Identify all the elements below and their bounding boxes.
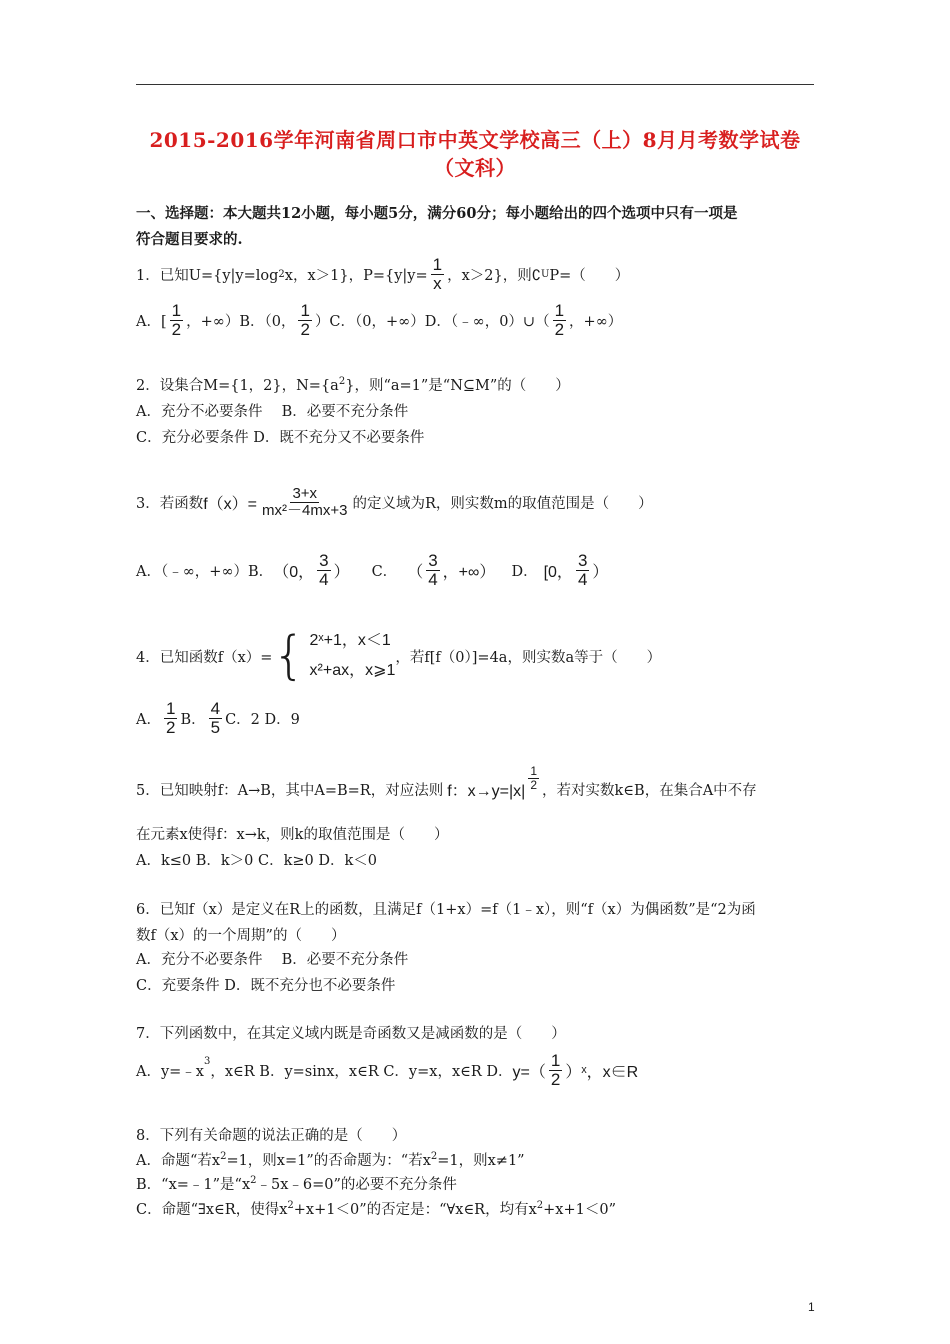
q3-opt-c-post: ，+∞） xyxy=(442,563,496,581)
q8-a-1: A．命题“若x xyxy=(136,1153,221,1169)
question-2-stem xyxy=(136,374,826,395)
q3-opt-c-frac xyxy=(426,552,439,589)
q4-text-a: 4．已知函数f（x）= xyxy=(136,649,273,666)
q3-func-name: f（x）= xyxy=(203,495,258,513)
q7-opt-rest: ，x∈R B．y=sinx，x∈R C．y=x，x∈R D． xyxy=(210,1063,513,1080)
q7-opt-d-den: 2 xyxy=(550,1069,561,1089)
q1-opt-d-frac xyxy=(553,302,566,339)
q7-opt-d-post: ）ˣ，x∈R xyxy=(565,1063,639,1081)
q3-opt-b-post: ） xyxy=(333,563,350,581)
q1-fraction xyxy=(431,256,444,293)
q4-cases xyxy=(310,626,396,687)
q3-text-a: 3．若函数 xyxy=(136,495,204,512)
q3-opt-a: A．（﹣∞，+∞）B． xyxy=(136,563,274,580)
q8-c-sup1: 2 xyxy=(287,1200,294,1212)
q3-opt-d-pre: [0， xyxy=(543,563,573,581)
paper-title: 2015-2016学年河南省周口市中英文学校高三（上）8月月考数学试卷 xyxy=(149,128,801,152)
page-number: 1 xyxy=(808,1300,815,1314)
q2-text-b: }，则“a=1”是“N⊆M”的（ ） xyxy=(345,378,570,394)
q7-opt-d-frac xyxy=(549,1052,562,1089)
q8-a-sup1: 2 xyxy=(220,1151,227,1163)
q7-opt-a: A．y=﹣x xyxy=(136,1063,204,1080)
question-7-options xyxy=(136,1052,826,1089)
q1-opt-d-num: 1 xyxy=(554,301,565,320)
q1-opt-a-num: 1 xyxy=(171,301,182,320)
q3-opt-c-den: 4 xyxy=(428,569,438,589)
question-2-options-1: A．充分不必要条件 B．必要不充分条件 xyxy=(136,404,409,420)
q8-b-1: B．“x=﹣1”是“x xyxy=(136,1177,251,1193)
q2-text-a: 2．设集合M={1，2}，N={a xyxy=(136,378,339,394)
q4-opt-b-num: 4 xyxy=(210,699,221,718)
question-6-stem-cont: 数f（x）的一个周期”的（ ） xyxy=(136,928,346,944)
q8-a-sup2: 2 xyxy=(430,1151,438,1163)
q7-opt-d-num: 1 xyxy=(550,1051,561,1070)
section-heading: 一、选择题：本大题共12小题，每小题5分，满分60分；每小题给出的四个选项中只有一项是 xyxy=(136,205,738,222)
q1-text-c: ，x＞2}，则∁ xyxy=(447,267,541,284)
q1-opt-d-den: 2 xyxy=(554,319,565,339)
q4-opt-rest: C．2 D．9 xyxy=(225,711,300,728)
q5-text-a: 5．已知映射f：A→B，其中A=B=R，对应法则 xyxy=(136,783,444,799)
q1-opt-a-den: 2 xyxy=(171,319,182,339)
q3-text-b: 的定义域为R，则实数m的取值范围是（ ） xyxy=(352,495,653,512)
q3-frac-num: 3+x xyxy=(292,485,318,502)
q3-frac-den: mx²－4mx+3 xyxy=(262,501,348,519)
q4-opt-a-den: 2 xyxy=(165,717,176,737)
q3-opt-d-post: ） xyxy=(592,563,609,581)
q8-a-3: =1，则x≠1” xyxy=(437,1153,525,1169)
q1-frac-den: x xyxy=(433,273,442,293)
q4-opt-a-label: A． xyxy=(136,711,161,728)
q3-opt-b-den: 4 xyxy=(319,569,329,589)
q1-text-d: P=（ ） xyxy=(549,267,630,284)
question-5-stem xyxy=(136,764,826,801)
q3-opt-d-label: D． xyxy=(511,563,538,580)
q5-text-b: ，若对实数k∈B，在集合A中不存 xyxy=(542,783,757,799)
q3-opt-d-num: 3 xyxy=(577,551,588,570)
q4-opt-b-label: B． xyxy=(180,711,206,728)
q5-exp-den: 2 xyxy=(530,778,538,792)
q1-opt-b-frac xyxy=(298,302,311,339)
q3-opt-d-den: 4 xyxy=(577,569,588,589)
q1-opt-b-num: 1 xyxy=(300,301,310,320)
q8-c-3: +x+1＜0” xyxy=(543,1202,616,1218)
question-8-option-c xyxy=(136,1198,826,1219)
question-4-stem xyxy=(136,626,826,687)
q1-opt-a-pre: A．[ xyxy=(136,313,167,330)
q3-opt-d-frac xyxy=(576,552,589,589)
question-6-options-1: A．充分不必要条件 B．必要不充分条件 xyxy=(136,952,409,968)
q5-exp-frac xyxy=(528,765,539,791)
q1-opt-b-post: ）C．（0，+∞）D．（﹣∞，0）∪（ xyxy=(314,313,550,330)
question-6-stem: 6．已知f（x）是定义在R上的函数，且满足f（1+x）=f（1﹣x），则“f（x）为偶函数”是“2为函 xyxy=(136,902,756,918)
question-7-stem: 7．下列函数中，在其定义域内既是奇函数又是减函数的是（ ） xyxy=(136,1026,566,1042)
paper-subtitle: （文科） xyxy=(434,156,516,180)
q3-opt-b-num: 3 xyxy=(319,551,329,570)
q2-sup: 2 xyxy=(338,376,346,388)
q4-opt-a-frac xyxy=(164,700,177,737)
question-3-options xyxy=(136,552,826,589)
question-6-options-2: C．充要条件 D．既不充分也不必要条件 xyxy=(136,978,396,994)
q5-rule: f：x→y=|x| xyxy=(447,783,526,800)
question-2-options-2: C．充分必要条件 D．既不充分又不必要条件 xyxy=(136,430,425,446)
question-4-options xyxy=(136,700,826,737)
section-heading-cont: 符合题目要求的. xyxy=(136,231,243,248)
q4-text-b: ，若f[f（0）]=4a，则实数a等于（ ） xyxy=(395,649,662,666)
q3-opt-b-pre: （0， xyxy=(273,563,315,581)
q1-opt-b-den: 2 xyxy=(300,319,310,339)
q1-text-a: 1．已知U={y|y=log xyxy=(136,267,279,284)
q8-c-1: C．命题“∃x∈R，使得x xyxy=(136,1202,288,1218)
q1-frac-num: 1 xyxy=(432,255,443,274)
q3-fraction xyxy=(260,486,349,519)
q4-case-2: x²+ax，x⩾1 xyxy=(309,662,396,680)
q4-opt-a-num: 1 xyxy=(165,699,176,718)
q5-exp-num: 1 xyxy=(530,764,538,779)
q3-opt-b-frac xyxy=(317,552,330,589)
q4-case-1: 2ˣ+1，x＜1 xyxy=(309,632,391,649)
question-3-stem xyxy=(136,486,826,519)
q8-c-2: +x+1＜0”的否定是：“∀x∈R，均有x xyxy=(293,1202,537,1218)
q3-opt-c-label: C． xyxy=(371,563,398,580)
q3-opt-c-num: 3 xyxy=(428,551,438,570)
q8-c-sup2: 2 xyxy=(536,1200,544,1212)
question-8-option-a xyxy=(136,1149,826,1170)
question-1-stem xyxy=(136,256,826,293)
question-5-options: A．k≤0 B．k＞0 C．k≥0 D．k＜0 xyxy=(136,853,378,869)
q1-text-b: x，x＞1}，P={y|y= xyxy=(284,267,428,284)
q7-opt-a-sup: 3 xyxy=(204,1056,211,1067)
question-8-stem: 8．下列有关命题的说法正确的是（ ） xyxy=(136,1128,407,1144)
q4-piecewise xyxy=(272,626,395,687)
q3-opt-c-pre: （ xyxy=(407,563,424,581)
question-8-option-b xyxy=(136,1173,826,1194)
q1-sub2: U xyxy=(540,268,550,280)
q1-opt-d-post: ，+∞） xyxy=(569,313,623,330)
q4-brace: { xyxy=(272,626,306,687)
q7-opt-d-pre: y=（ xyxy=(512,1063,546,1081)
q4-opt-b-frac xyxy=(209,700,222,737)
question-5-stem-cont: 在元素x使得f：x→k，则k的取值范围是（ ） xyxy=(136,827,449,843)
q1-opt-a-frac xyxy=(170,302,183,339)
q1-sub: 2 xyxy=(278,268,285,280)
header-rule xyxy=(136,84,814,85)
q8-b-sup: 2 xyxy=(250,1175,257,1187)
q8-b-2: ﹣5x﹣6=0”的必要不充分条件 xyxy=(256,1177,457,1193)
q8-a-2: =1，则x=1”的否命题为：“若x xyxy=(226,1153,431,1169)
q1-opt-a-post: ，+∞）B．（0， xyxy=(186,313,296,330)
q4-opt-b-den: 5 xyxy=(210,717,221,737)
question-1-options xyxy=(136,302,826,339)
